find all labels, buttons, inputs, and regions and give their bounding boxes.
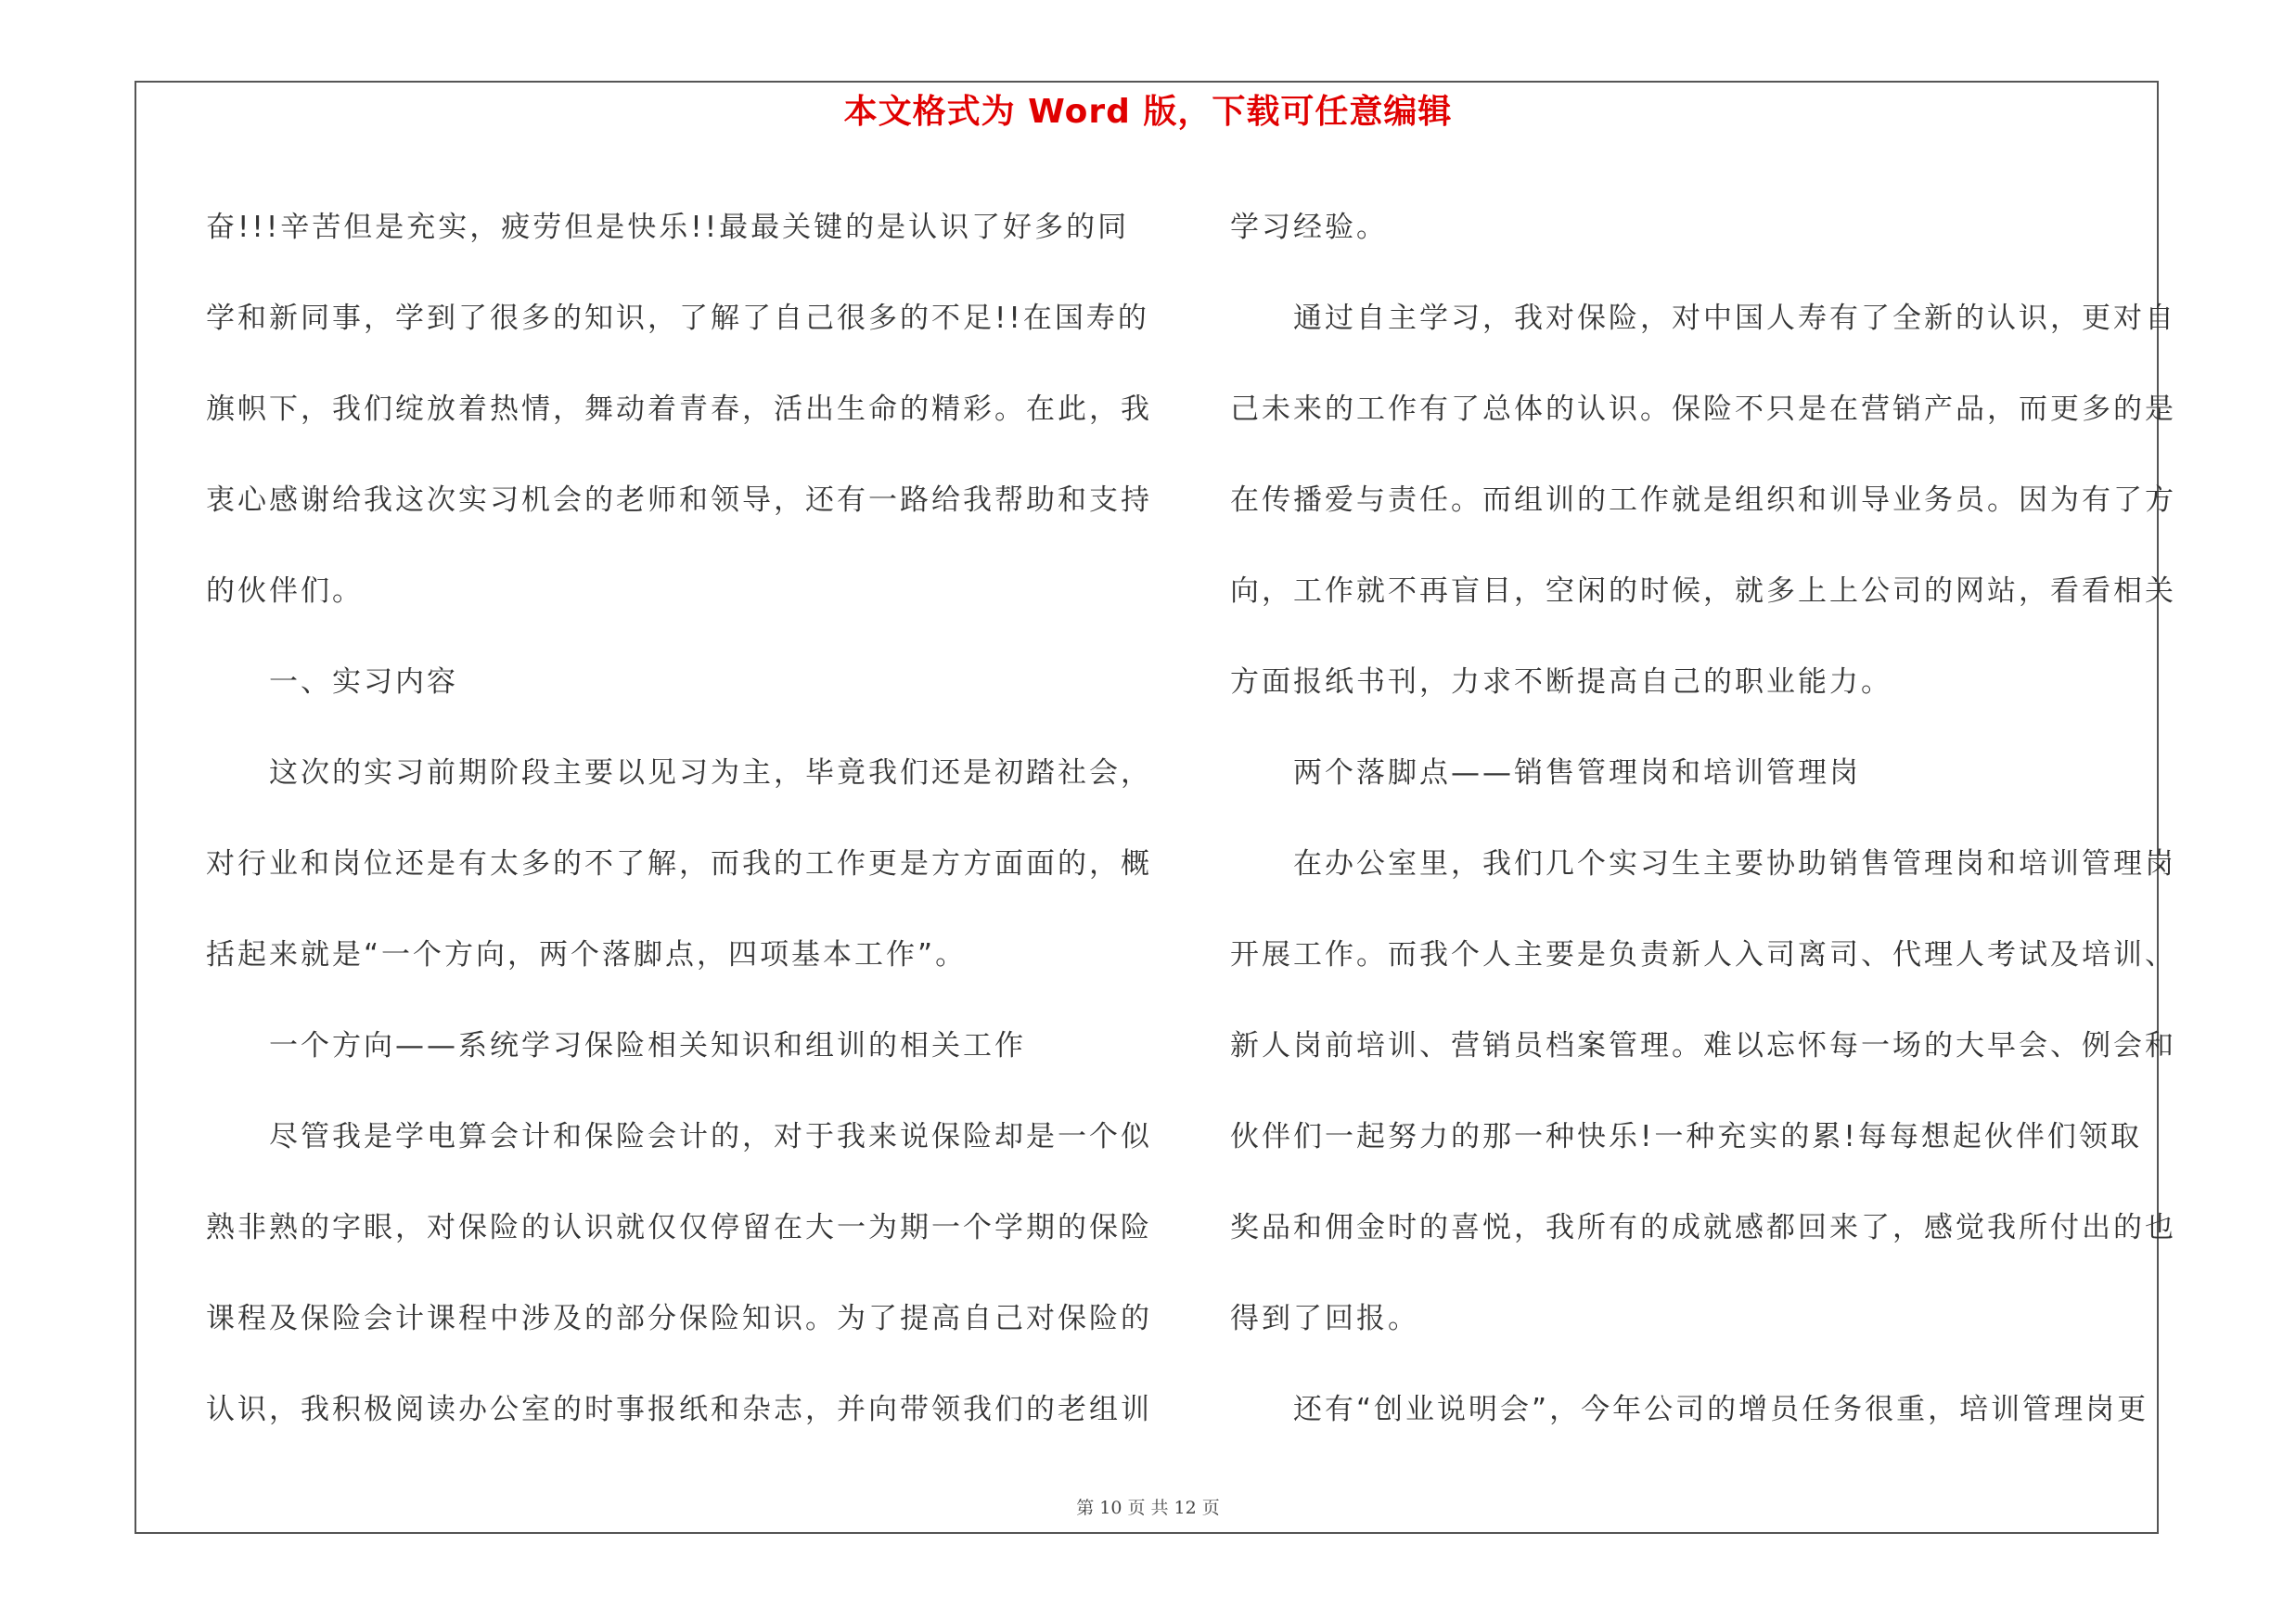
- text-line: 课程及保险会计课程中涉及的部分保险知识。为了提高自己对保险的: [206, 1302, 1152, 1335]
- text-line: 还有“创业说明会”，今年公司的增员任务很重，培训管理岗更: [1230, 1393, 2149, 1426]
- subsection-heading: 两个落脚点——销售管理岗和培训管理岗: [1230, 756, 1861, 790]
- text-line: 学和新同事，学到了很多的知识，了解了自己很多的不足!!在国寿的: [206, 302, 1149, 335]
- text-line: 熟非熟的字眼，对保险的认识就仅仅停留在大一为期一个学期的保险: [206, 1211, 1152, 1244]
- text-line: 得到了回报。: [1230, 1302, 1419, 1335]
- text-line: 尽管我是学电算会计和保险会计的，对于我来说保险却是一个似: [206, 1120, 1152, 1153]
- text-line: 己未来的工作有了总体的认识。保险不只是在营销产品，而更多的是: [1230, 393, 2176, 426]
- text-line: 衷心感谢给我这次实习机会的老师和领导，还有一路给我帮助和支持: [206, 483, 1152, 517]
- text-line: 新人岗前培训、营销员档案管理。难以忘怀每一场的大早会、例会和: [1230, 1029, 2176, 1063]
- text-line: 学习经验。: [1230, 211, 1388, 244]
- subsection-heading: 一个方向——系统学习保险相关知识和组训的相关工作: [206, 1029, 1026, 1063]
- text-line: 向，工作就不再盲目，空闲的时候，就多上上公司的网站，看看相关: [1230, 574, 2176, 608]
- page-number-footer: 第 10 页 共 12 页: [1076, 1498, 1220, 1518]
- text-line: 伙伴们一起努力的那一种快乐!一种充实的累!每每想起伙伴们领取: [1230, 1120, 2142, 1153]
- text-line: 开展工作。而我个人主要是负责新人入司离司、代理人考试及培训、: [1230, 938, 2176, 972]
- text-line: 这次的实习前期阶段主要以见习为主，毕竟我们还是初踏社会，: [206, 756, 1152, 790]
- text-line: 对行业和岗位还是有太多的不了解，而我的工作更是方方面面的，概: [206, 847, 1152, 881]
- text-line: 括起来就是“一个方向，两个落脚点，四项基本工作”。: [206, 938, 968, 972]
- text-line: 奋!!!辛苦但是充实，疲劳但是快乐!!最最关键的是认识了好多的同: [206, 211, 1130, 244]
- text-line: 通过自主学习，我对保险，对中国人寿有了全新的认识，更对自: [1230, 302, 2176, 335]
- section-heading: 一、实习内容: [206, 665, 458, 699]
- left-text-column: [206, 182, 1152, 1455]
- text-line: 认识，我积极阅读办公室的时事报纸和杂志，并向带领我们的老组训: [206, 1393, 1152, 1426]
- text-line: 奖品和佣金时的喜悦，我所有的成就感都回来了，感觉我所付出的也: [1230, 1211, 2176, 1244]
- text-line: 在办公室里，我们几个实习生主要协助销售管理岗和培训管理岗: [1230, 847, 2176, 881]
- text-line: 旗帜下，我们绽放着热情，舞动着青春，活出生命的精彩。在此，我: [206, 393, 1152, 426]
- text-line: 的伙伴们。: [206, 574, 364, 608]
- word-format-banner: 本文格式为 Word 版，下载可任意编辑: [843, 93, 1453, 131]
- text-line: 方面报纸书刊，力求不断提高自己的职业能力。: [1230, 665, 1892, 699]
- right-text-column: [1230, 182, 2176, 1455]
- text-line: 在传播爱与责任。而组训的工作就是组织和训导业务员。因为有了方: [1230, 483, 2176, 517]
